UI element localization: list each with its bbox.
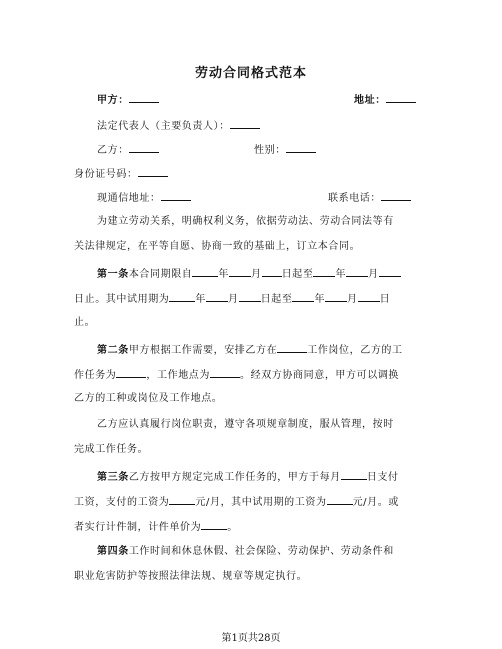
party-a-blank xyxy=(129,92,159,103)
id-blank xyxy=(138,166,168,177)
intro-line-2: 关法律规定，在平等自愿、协商一致的基础上，订立本合同。 xyxy=(74,241,361,252)
article-4-line-1: 第四条工作时间和休息休假、社会保险、劳动保护、劳动条件和 xyxy=(97,546,394,557)
article-1-line-3: 止。 xyxy=(74,317,96,328)
document-title: 劳动合同格式范本 xyxy=(194,66,307,81)
address-field xyxy=(354,92,416,108)
article-2-line-1: 第二条甲方根据工作需要，安排乙方在 工作岗位，乙方的工 xyxy=(97,342,403,358)
article-4-line-2: 职业危害防护等按照法律法规、规章等规定执行。 xyxy=(74,571,308,582)
article-2-line-2: 作任务为 ，工作地点为 。经双方协商同意，甲方可以调换 xyxy=(74,367,399,383)
gender-field xyxy=(254,142,316,158)
article-2-para-2-line-1: 乙方应认真履行岗位职责，遵守各项规章制度，服从管理，按时 xyxy=(97,419,394,430)
current-address-field xyxy=(97,190,191,206)
article-3-title: 第三条 xyxy=(97,472,129,483)
legal-rep-field xyxy=(97,118,260,134)
address-blank xyxy=(386,92,416,103)
article-3-line-3: 者实行计件制，计件单价为 。 xyxy=(74,519,238,535)
article-2-line-3: 乙方的工种或岗位及工作地点。 xyxy=(74,393,223,404)
article-2-title: 第二条 xyxy=(97,345,129,356)
article-1-title: 第一条 xyxy=(97,269,129,280)
gender-blank xyxy=(286,142,316,153)
legal-rep-blank xyxy=(230,118,260,129)
phone-field xyxy=(328,190,411,206)
article-2-para-2-line-2: 完成工作任务。 xyxy=(74,444,149,455)
article-1-line-1: 第一条本合同期限自 年 月 日起至 年 月 xyxy=(97,266,401,282)
party-b-field xyxy=(97,142,159,158)
article-3-line-2: 工资，支付的工资为 元/月，其中试用期的工资为 元/月。或 xyxy=(74,494,399,510)
id-label: 身份证号码： xyxy=(74,169,138,180)
legal-rep-label: 法定代表人（主要负责人）： xyxy=(97,121,230,132)
id-field xyxy=(74,166,168,182)
phone-label: 联系电话： xyxy=(328,193,381,204)
article-3-line-1: 第三条乙方按甲方规定完成工作任务的，甲方于每月 日支付 xyxy=(97,469,399,485)
article-4-title: 第四条 xyxy=(97,546,129,557)
phone-blank xyxy=(381,190,411,201)
current-address-label: 现通信地址： xyxy=(97,193,161,204)
party-a-label: 甲方： xyxy=(97,95,129,106)
party-b-blank xyxy=(129,142,159,153)
intro-line-1: 为建立劳动关系，明确权利义务，依据劳动法、劳动合同法等有 xyxy=(97,216,394,227)
party-a-field xyxy=(97,92,159,108)
gender-label: 性别： xyxy=(254,145,286,156)
party-b-label: 乙方： xyxy=(97,145,129,156)
address-label: 地址： xyxy=(354,95,386,106)
article-1-line-2: 日止。其中试用期为 年 月 日起至 年 月 日 xyxy=(74,291,390,307)
current-address-blank xyxy=(161,190,191,201)
page-number-footer: 第1页共28页 xyxy=(221,633,281,644)
